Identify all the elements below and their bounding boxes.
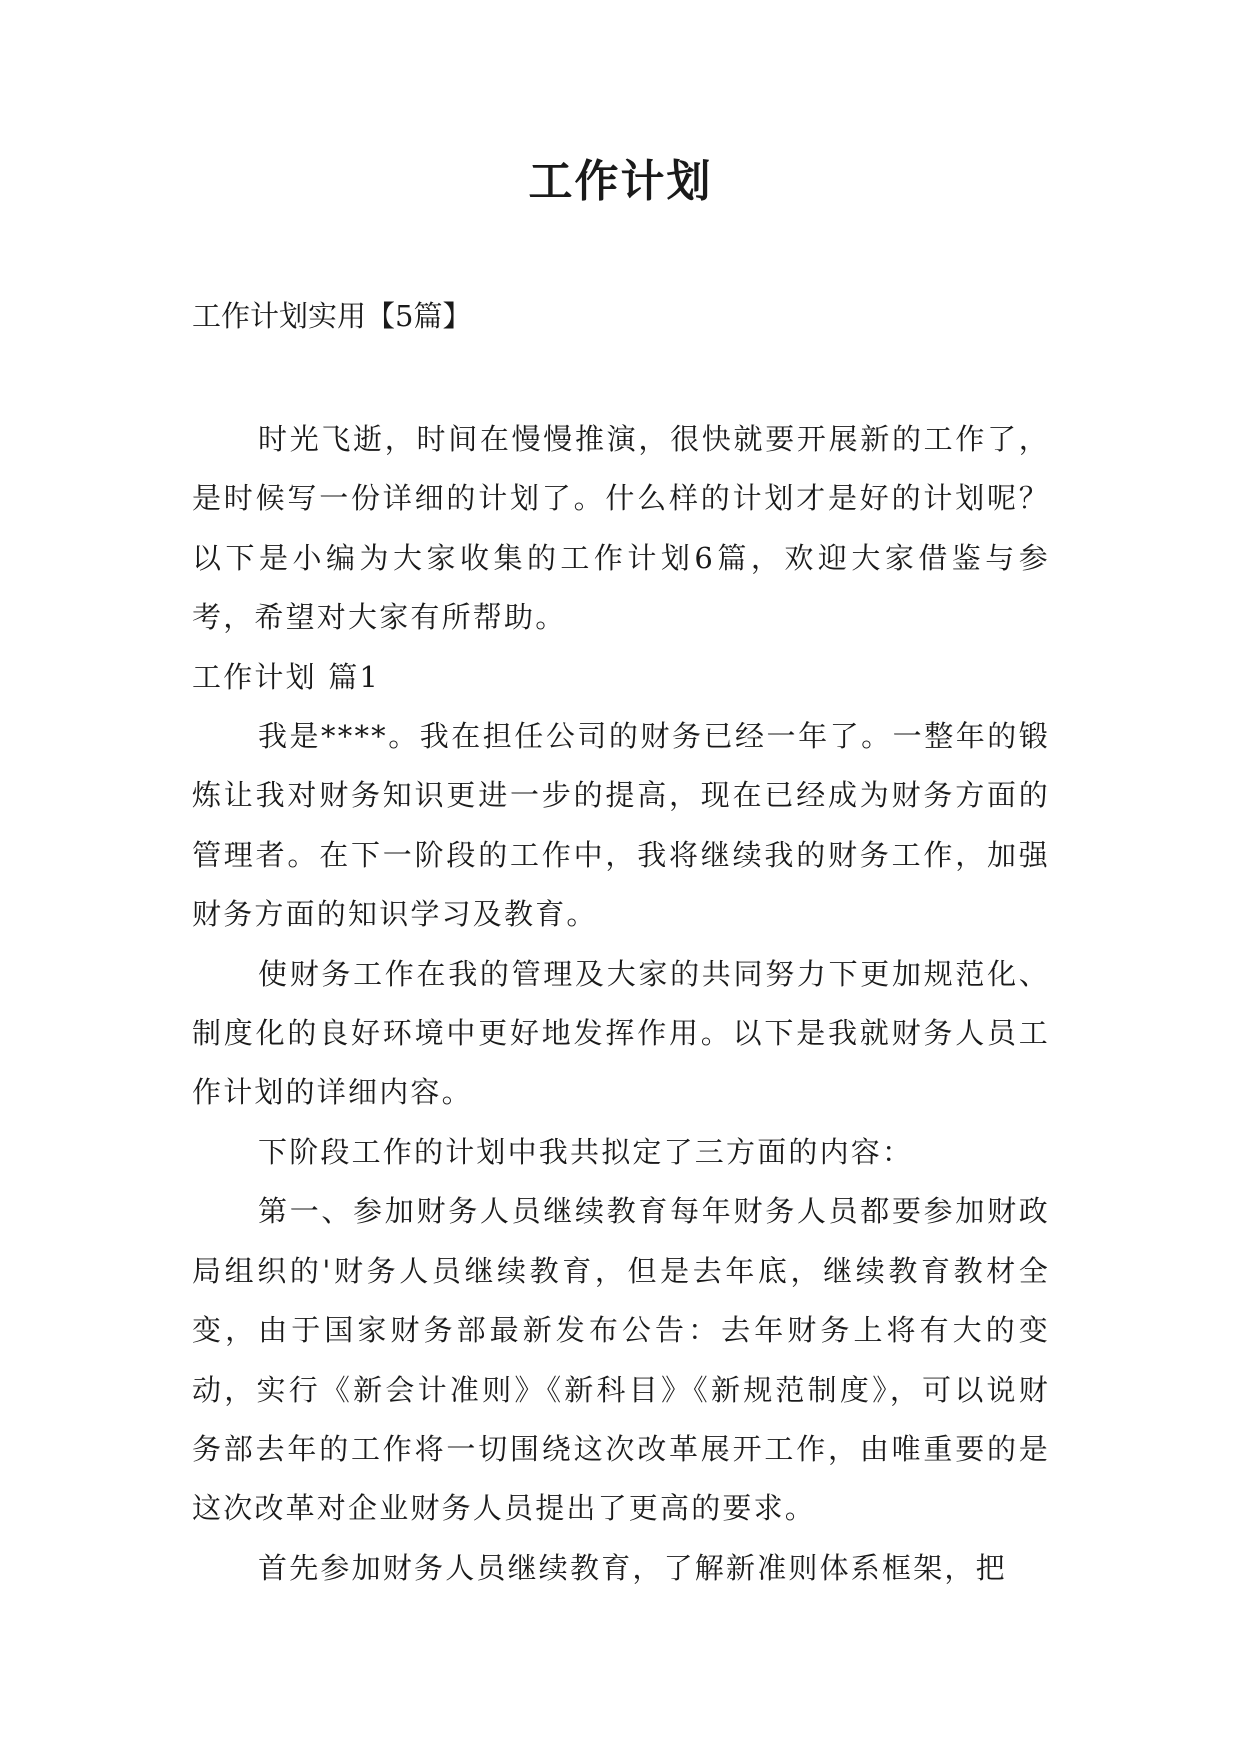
body-paragraph: 第一、参加财务人员继续教育每年财务人员都要参加财政局组织的'财务人员继续教育，但是去年底，继续教育教材全变，由于国家财务部最新发布公告：去年财务上将有大的变动，实行《新会计准则》《新科目》《新规范制度》，可以说财务部去年的工作将一切围绕这次改革展开工作，由唯重要的是这次改革对企业财务人员提出了更高的要求。 (192, 1194, 1050, 1526)
document-subtitle: 工作计划实用【5篇】 (192, 299, 472, 333)
body-paragraph: 使财务工作在我的管理及大家的共同努力下更加规范化、制度化的良好环境中更好地发挥作用。以下是我就财务人员工作计划的详细内容。 (192, 956, 1050, 1110)
body-paragraph: 首先参加财务人员继续教育，了解新准则体系框架，把 (258, 1550, 1007, 1585)
body-paragraph: 我是****。我在担任公司的财务已经一年了。一整年的锻炼让我对财务知识更进一步的提高，现在已经成为财务方面的管理者。在下一阶段的工作中，我将继续我的财务工作，加强财务方面的知识学习及教育。 (192, 719, 1050, 932)
document-title: 工作计划 (528, 156, 713, 207)
section-heading: 工作计划 篇1 (192, 659, 381, 694)
body-paragraph: 下阶段工作的计划中我共拟定了三方面的内容： (258, 1134, 914, 1169)
document-body (192, 410, 1050, 1598)
intro-paragraph: 时光飞逝，时间在慢慢推演，很快就要开展新的工作了，是时候写一份详细的计划了。什么样的计划才是好的计划呢？以下是小编为大家收集的工作计划6篇，欢迎大家借鉴与参考，希望对大家有所帮助。 (192, 422, 1050, 635)
